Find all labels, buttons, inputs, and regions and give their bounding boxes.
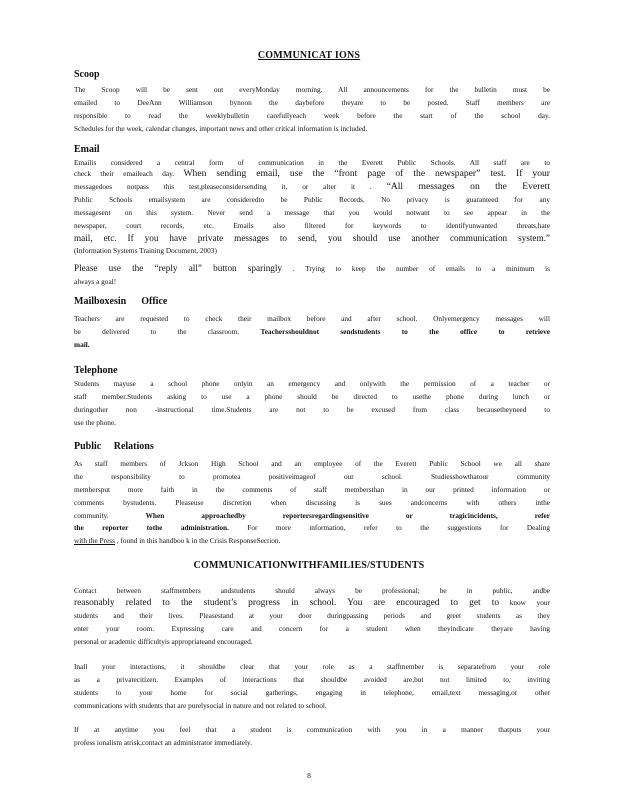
email-line-2: [74, 169, 550, 179]
families-p3-line-2: profess ionalism atrisk,contact an administrator immediately.: [74, 738, 253, 747]
page-title: COMMUNICAT IONS: [257, 50, 361, 61]
pr-line-5-a: community.: [74, 511, 109, 520]
email-line-5: messagesent on this system. Never send a message that you would notwant to see appear in the: [74, 208, 550, 217]
families-p3-line-1: If at anytime you feel that a student is communication with you in a manner thatputs your: [74, 725, 550, 734]
families-p1-line-2-b: know your: [509, 598, 550, 607]
page-number: 8: [307, 771, 311, 780]
heading-public-relations: Public Relations: [74, 441, 154, 452]
pr-line-6-b: For more information, refer to the suggestions for Dealing: [247, 523, 550, 532]
email-line-1: Emailis considered a central form of communication in the Everett Public Schools. All staff are to: [74, 158, 550, 167]
mailboxes-line-2-a: be delivered to the classroom.: [74, 327, 240, 336]
heading-families: COMMUNICATIONWITHFAMILIES/STUDENTS: [193, 560, 425, 571]
email-line-9-b: . Trying to keep the number of emails to a minimum is: [292, 264, 550, 273]
pr-line-4: comments bystudents. Pleaseuse discretion when discussing is sues andconcerns with others inthe: [74, 498, 550, 507]
pr-line-5-b: When approachedby reportersregardingsensitive or tragicincidents, refer: [145, 511, 550, 520]
pr-line-7: [74, 536, 550, 546]
email-line-2-a: check their emaileach day.: [74, 169, 175, 178]
email-line-3-b: “All messages on the Everett: [386, 182, 550, 192]
email-line-9-a: Please use the “reply all” button sparingly: [74, 263, 283, 273]
heading-email: Email: [74, 144, 100, 155]
scoop-line-3: responsible to read the weeklybulletin carefullyeach week before the start of the school day.: [74, 111, 550, 120]
email-line-7: mail, etc. If you have private messages to send, you should use another communication system.”: [74, 233, 550, 243]
pr-line-6: [74, 523, 550, 533]
heading-scoop: Scoop: [74, 69, 100, 80]
families-p1-line-4: enter your room. Expressing care and concern for a student when theyindicate theyare having: [74, 624, 550, 633]
mailboxes-line-2-b: Teachersshouldnot sendstudents to the office to retrieve: [260, 327, 550, 336]
families-p2-line-3: students to your home for social gatherings, engaging in telephone, email,text messaging,or other: [74, 688, 550, 697]
email-line-2-b: When sending email, use the “front page of the newspaper” test. If your: [183, 169, 550, 179]
families-p1-line-2-a: reasonably related to the student’s progress in school. You are encouraged to get to: [74, 598, 500, 608]
mailboxes-line-2: [74, 327, 550, 337]
telephone-line-2: staff member.Students asking to use a phone should be directed to usethe phone during lunch or: [74, 392, 550, 401]
pr-line-3: membersput more faith in the comments of staff membersthan in our printed information or: [74, 485, 550, 494]
pr-with-the-press: with the Press: [74, 536, 115, 545]
email-line-10: always a goal!: [74, 277, 117, 286]
pr-line-7-b: , found in this handboo k in the Crisis ResponseSection.: [116, 536, 281, 545]
families-p1-line-1: Contact between staffmembers andstudents should always be professional; be in public, andbe: [74, 586, 550, 595]
mailboxes-line-3: mail.: [74, 340, 90, 349]
families-p2-line-2: as a privatecitizen. Examples of interactions that shouldbe avoided are,but not limited to, inviting: [74, 675, 550, 684]
email-line-3: [74, 182, 550, 192]
pr-line-6-a: the reporter tothe administration.: [74, 523, 229, 532]
families-p1-line-3: students and their lives. Pleasestand at your door duringpassing periods and greet students as they: [74, 611, 550, 620]
families-p2-line-1: Inall your interactions, it shouldbe clear that your role as a staffmember is separatefrom your role: [74, 662, 550, 671]
scoop-line-2: emailed to DeeAnn Williamson bynoon the daybefore theyare to be posted. Staff members are: [74, 98, 550, 107]
email-line-3-a: messagedoes notpass this test,pleaseconsidersending it, or alter it .: [74, 182, 372, 191]
email-line-8: (Information Systems Training Document, 2003): [74, 246, 217, 255]
families-p1-line-2: [74, 598, 550, 608]
families-p2-line-4: communications with students that are purelysocial in nature and not related to school.: [74, 701, 327, 710]
pr-line-1: As staff members of Jckson High School and an employee of the Everett Public School we all share: [74, 459, 550, 468]
pr-line-5: [74, 511, 550, 521]
telephone-line-1: Students mayuse a school phone onlyin an emergency and onlywith the permission of a teacher or: [74, 379, 550, 388]
email-line-9: [74, 263, 550, 274]
email-line-6: newspaper, court records, etc. Emails also filtered for keywords to identifyunwanted threats,hate: [74, 221, 550, 230]
heading-mailboxes: Mailboxesin Office: [74, 296, 168, 307]
telephone-line-3: duringother non -instructional time.Students are not to be excused from class becausetheyneed to: [74, 405, 550, 414]
families-p1-line-5: personal or academic difficultyis appropriateand encouraged.: [74, 637, 253, 646]
pr-line-2: the responsibility to promotea positiveimageof our school. Studiesshowthatour community: [74, 472, 550, 481]
scoop-line-1: The Scoop will be sent out everyMonday morning. All announcements for the bulletin must be: [74, 85, 550, 94]
telephone-line-4: use the phone.: [74, 418, 116, 427]
email-line-4: Public Schools emailsystem are consideredto be Public Records. No privacy is guaranteed for any: [74, 195, 550, 204]
heading-telephone: Telephone: [74, 365, 118, 376]
scoop-line-4: Schedules for the week, calendar changes, important news and other critical information is included.: [74, 124, 368, 133]
mailboxes-line-1: Teachers are requested to check their mailbox before and after school. Onlyemergency messages will: [74, 314, 550, 323]
